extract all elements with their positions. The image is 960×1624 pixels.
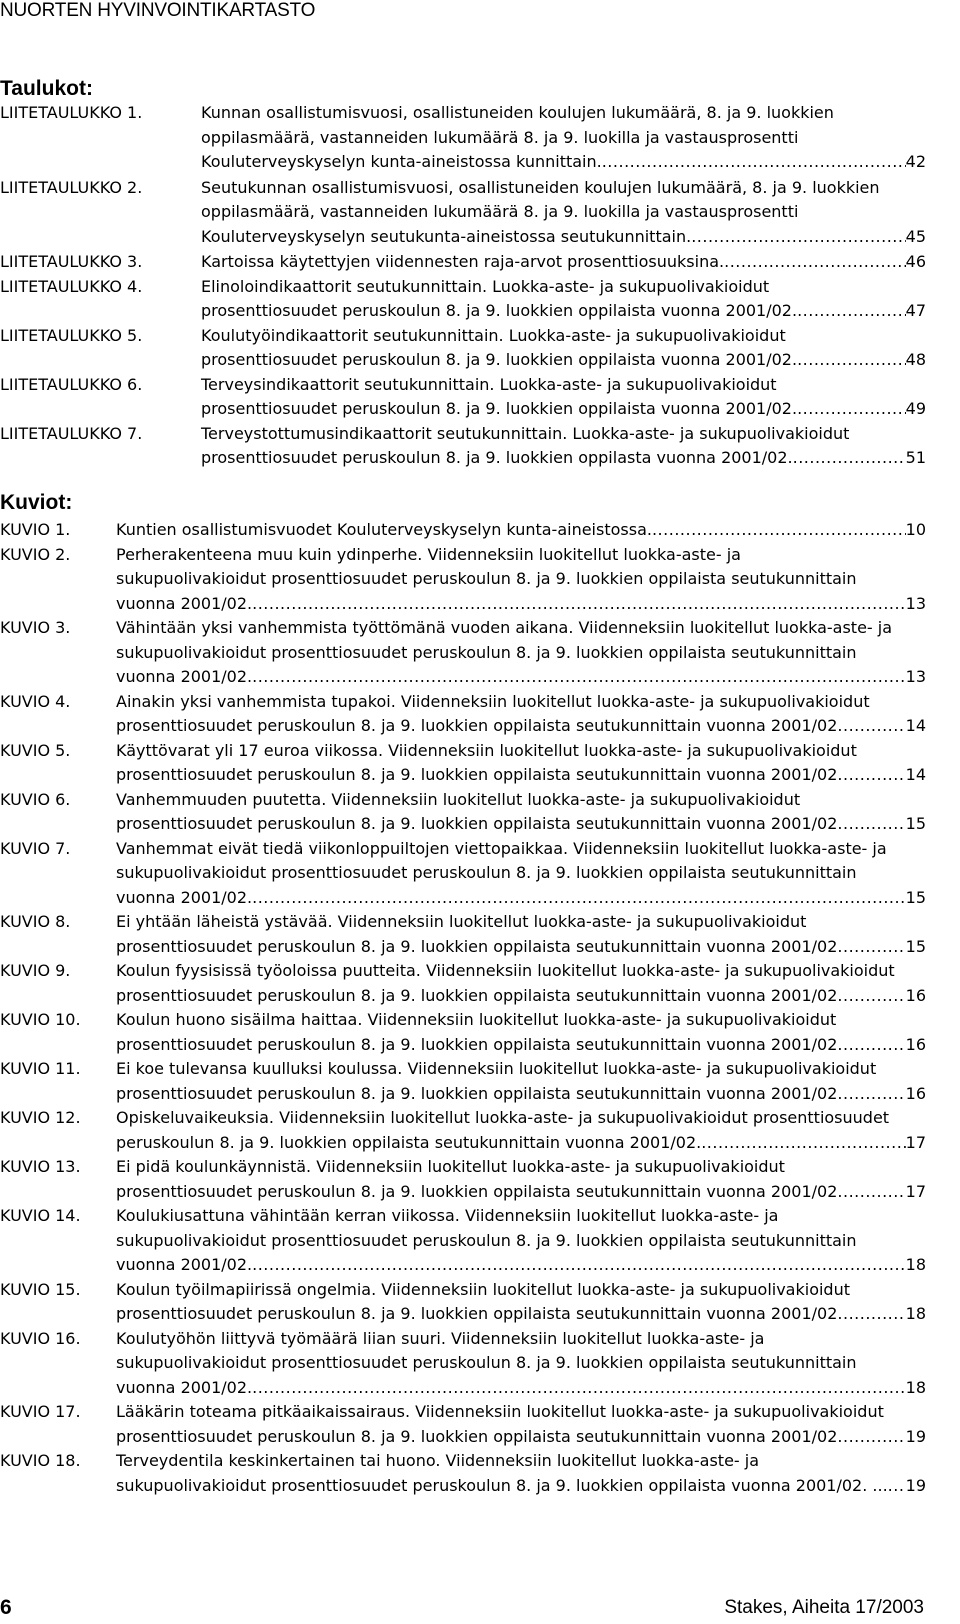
figure-page-number: 18	[905, 1304, 926, 1323]
figure-caption-line: vuonna 2001/02.	[116, 667, 253, 686]
figure-number-label: KUVIO 7.	[0, 838, 71, 858]
figure-page-number: 14	[905, 765, 926, 784]
table-toc-entry[interactable]	[0, 249, 926, 275]
figure-toc-entry[interactable]	[0, 1155, 926, 1204]
table-caption-line: Kartoissa käytettyjen viidennesten raja-arvot prosenttiosuuksina.	[201, 252, 725, 271]
figure-toc-entry[interactable]	[0, 910, 926, 959]
figure-number-label: KUVIO 1.	[0, 520, 71, 539]
figure-caption-last-line	[116, 763, 926, 788]
figures-heading: Kuviot:	[0, 491, 73, 514]
table-caption-last-line	[201, 250, 926, 275]
table-page-number: 42	[905, 152, 926, 171]
figure-caption-line: Vanhemmuuden puutetta. Viidenneksiin luokitellut luokka-aste- ja sukupuolivakioidut	[116, 789, 801, 809]
table-caption-last-line	[201, 225, 926, 250]
tables-list	[0, 101, 926, 471]
table-number-label: LIITETAULUKKO 4.	[0, 276, 143, 296]
figure-page-number: 16	[905, 1034, 926, 1054]
tables-heading: Taulukot:	[0, 77, 93, 100]
figure-toc-entry[interactable]	[0, 1204, 926, 1278]
dot-leader	[837, 763, 905, 788]
figure-number-label: KUVIO 16.	[0, 1328, 81, 1348]
dot-leader	[797, 299, 906, 324]
figure-caption-line: peruskoulun 8. ja 9. luokkien oppilaista seutukunnittain vuonna 2001/02.	[116, 1132, 702, 1152]
table-page-number: 46	[905, 252, 926, 271]
figure-page-number: 18	[905, 1255, 926, 1274]
figure-caption-line: Käyttövarat yli 17 euroa viikossa. Viidenneksiin luokitellut luokka-aste- ja sukupuolivakioidut	[116, 740, 857, 760]
figure-page-number: 17	[905, 1181, 926, 1201]
figure-number-label: KUVIO 14.	[0, 1206, 81, 1225]
figure-number-label: KUVIO 11.	[0, 1059, 81, 1078]
figure-caption-last-line	[116, 665, 926, 690]
figure-number-label: KUVIO 13.	[0, 1157, 81, 1176]
table-number-label: LIITETAULUKKO 6.	[0, 374, 143, 394]
table-toc-entry[interactable]	[0, 422, 926, 471]
figure-toc-entry[interactable]	[0, 788, 926, 837]
figure-caption-line: Terveydentila keskinkertainen tai huono. Viidenneksiin luokitellut luokka-aste- ja	[116, 1451, 760, 1470]
figure-caption-last-line	[116, 984, 926, 1009]
dot-leader	[652, 518, 906, 543]
figure-caption-last-line	[116, 1425, 926, 1450]
dot-leader	[797, 397, 906, 422]
table-caption-line: prosenttiosuudet peruskoulun 8. ja 9. luokkien oppilaista vuonna 2001/02.	[201, 350, 798, 369]
figure-caption-last-line	[116, 1033, 926, 1058]
figure-caption-last-line	[116, 812, 926, 837]
figure-page-number: 15	[905, 814, 926, 833]
table-caption-last-line	[201, 446, 926, 471]
figure-toc-entry[interactable]	[0, 1278, 926, 1327]
table-caption-last-line	[201, 150, 926, 175]
figure-toc-entry[interactable]	[0, 690, 926, 739]
figure-toc-entry[interactable]	[0, 837, 926, 911]
dot-leader	[252, 665, 906, 690]
figure-toc-entry[interactable]	[0, 518, 926, 543]
table-toc-entry[interactable]	[0, 324, 926, 373]
table-page-number: 48	[905, 350, 926, 369]
figure-number-label: KUVIO 12.	[0, 1108, 81, 1127]
table-caption-last-line	[201, 299, 926, 324]
dot-leader	[252, 1253, 906, 1278]
figure-number-label: KUVIO 17.	[0, 1402, 81, 1421]
figure-caption-line: sukupuolivakioidut prosenttiosuudet peruskoulun 8. ja 9. luokkien oppilaista seutukunnittain	[116, 569, 857, 588]
figure-caption-line: sukupuolivakioidut prosenttiosuudet peruskoulun 8. ja 9. luokkien oppilaista seutukunnittain	[116, 642, 857, 662]
figure-page-number: 17	[905, 1132, 926, 1152]
figure-page-number: 10	[905, 520, 926, 539]
table-number-label: LIITETAULUKKO 7.	[0, 423, 143, 443]
dot-leader	[701, 1131, 905, 1156]
figure-toc-entry[interactable]	[0, 959, 926, 1008]
table-number-label: LIITETAULUKKO 5.	[0, 325, 143, 345]
figure-toc-entry[interactable]	[0, 1327, 926, 1401]
figure-caption-line: prosenttiosuudet peruskoulun 8. ja 9. luokkien oppilaista seutukunnittain vuonna 2001/02	[116, 1426, 838, 1446]
table-page-number: 49	[905, 399, 926, 418]
figure-caption-line: Kuntien osallistumisvuodet Kouluterveyskyselyn kunta-aineistossa.	[116, 520, 652, 539]
dot-leader	[837, 714, 905, 739]
figure-toc-entry[interactable]	[0, 1008, 926, 1057]
dot-leader	[888, 1474, 906, 1499]
figure-page-number: 15	[905, 936, 926, 956]
table-caption-line: Terveysindikaattorit seutukunnittain. Luokka-aste- ja sukupuolivakioidut	[201, 374, 777, 394]
figure-number-label: KUVIO 15.	[0, 1279, 81, 1299]
figure-caption-line: vuonna 2001/02.	[116, 1377, 253, 1397]
figure-caption-line: prosenttiosuudet peruskoulun 8. ja 9. luokkien oppilaista seutukunnittain vuonna 2001/02	[116, 1304, 838, 1323]
dot-leader	[252, 1376, 906, 1401]
dot-leader	[793, 446, 906, 471]
figure-number-label: KUVIO 18.	[0, 1451, 81, 1470]
dot-leader	[837, 1082, 905, 1107]
table-caption-line: Seutukunnan osallistumisvuosi, osallistuneiden koulujen lukumäärä, 8. ja 9. luokkien	[201, 177, 880, 197]
figure-caption-line: Perherakenteena muu kuin ydinperhe. Viidenneksiin luokitellut luokka-aste- ja	[116, 544, 741, 564]
figure-caption-last-line	[116, 1082, 926, 1107]
figure-number-label: KUVIO 3.	[0, 618, 71, 637]
table-caption-last-line	[201, 397, 926, 422]
figure-page-number: 14	[905, 716, 926, 735]
figure-page-number: 16	[905, 985, 926, 1005]
dot-leader	[691, 225, 905, 250]
figure-caption-last-line	[116, 1131, 926, 1156]
dot-leader	[837, 1302, 905, 1327]
figure-number-label: KUVIO 4.	[0, 691, 71, 711]
figure-number-label: KUVIO 9.	[0, 961, 71, 980]
table-caption-line: oppilasmäärä, vastanneiden lukumäärä 8. ja 9. luokilla ja vastausprosentti	[201, 202, 799, 221]
figure-caption-last-line	[116, 1474, 926, 1499]
figure-caption-last-line	[116, 1376, 926, 1401]
table-toc-entry[interactable]	[0, 275, 926, 324]
figure-caption-last-line	[116, 1302, 926, 1327]
figure-page-number: 13	[905, 667, 926, 686]
figure-caption-last-line	[116, 1180, 926, 1205]
figure-caption-line: prosenttiosuudet peruskoulun 8. ja 9. luokkien oppilaista seutukunnittain vuonna 2001/02	[116, 716, 838, 735]
figure-number-label: KUVIO 6.	[0, 789, 71, 809]
figure-caption-line: Koulutyöhön liittyvä työmäärä liian suuri. Viidenneksiin luokitellut luokka-aste- ja	[116, 1328, 765, 1348]
figure-caption-line: sukupuolivakioidut prosenttiosuudet peruskoulun 8. ja 9. luokkien oppilaista vuonna 2001/02. ...	[116, 1475, 888, 1495]
dot-leader	[724, 250, 906, 275]
figure-caption-line: Vanhemmat eivät tiedä viikonloppuiltojen viettopaikkaa. Viidenneksiin luokitellut luokka-aste- ja	[116, 838, 887, 858]
running-header: NUORTEN HYVINVOINTIKARTASTO	[0, 0, 316, 21]
table-caption-line: prosenttiosuudet peruskoulun 8. ja 9. luokkien oppilasta vuonna 2001/02.	[201, 448, 793, 467]
table-number-label: LIITETAULUKKO 3.	[0, 252, 143, 271]
table-number-label: LIITETAULUKKO 1.	[0, 103, 143, 122]
figure-caption-line: Vähintään yksi vanhemmista työttömänä vuoden aikana. Viidenneksiin luokitellut luokka-aste- ja	[116, 618, 893, 637]
table-caption-line: Koulutyöindikaattorit seutukunnittain. Luokka-aste- ja sukupuolivakioidut	[201, 325, 786, 345]
figure-number-label: KUVIO 2.	[0, 544, 71, 564]
dot-leader	[837, 1180, 905, 1205]
figure-caption-line: Ainakin yksi vanhemmista tupakoi. Viidenneksiin luokitellut luokka-aste- ja sukupuolivakioidut	[116, 691, 870, 711]
publication-source: Stakes, Aiheita 17/2003	[724, 1597, 924, 1618]
table-page-number: 51	[905, 448, 926, 467]
figure-caption-line: sukupuolivakioidut prosenttiosuudet peruskoulun 8. ja 9. luokkien oppilaista seutukunnittain	[116, 1230, 857, 1250]
figure-number-label: KUVIO 5.	[0, 740, 71, 760]
figure-caption-line: prosenttiosuudet peruskoulun 8. ja 9. luokkien oppilaista seutukunnittain vuonna 2001/02	[116, 765, 838, 784]
page-number: 6	[0, 1596, 12, 1619]
figure-caption-line: prosenttiosuudet peruskoulun 8. ja 9. luokkien oppilaista seutukunnittain vuonna 2001/02	[116, 1034, 838, 1054]
figure-caption-line: prosenttiosuudet peruskoulun 8. ja 9. luokkien oppilaista seutukunnittain vuonna 2001/02	[116, 814, 838, 833]
figure-caption-line: prosenttiosuudet peruskoulun 8. ja 9. luokkien oppilaista seutukunnittain vuonna 2001/02	[116, 985, 838, 1005]
figure-caption-line: prosenttiosuudet peruskoulun 8. ja 9. luokkien oppilaista seutukunnittain vuonna 2001/02	[116, 936, 838, 956]
figure-page-number: 19	[905, 1426, 926, 1446]
figure-toc-entry[interactable]	[0, 616, 926, 690]
figure-number-label: KUVIO 8.	[0, 912, 71, 931]
figure-caption-line: Ei pidä koulunkäynnistä. Viidenneksiin luokitellut luokka-aste- ja sukupuolivakioidut	[116, 1157, 785, 1176]
figure-caption-line: sukupuolivakioidut prosenttiosuudet peruskoulun 8. ja 9. luokkien oppilaista seutukunnittain	[116, 863, 857, 882]
dot-leader	[797, 348, 906, 373]
dot-leader	[837, 984, 905, 1009]
table-toc-entry[interactable]	[0, 175, 926, 250]
table-caption-line: Kunnan osallistumisvuosi, osallistuneiden koulujen lukumäärä, 8. ja 9. luokkien	[201, 103, 834, 122]
figure-caption-line: Opiskeluvaikeuksia. Viidenneksiin luokitellut luokka-aste- ja sukupuolivakioidut prosenttiosuudet	[116, 1108, 890, 1127]
table-caption-line: Kouluterveyskyselyn kunta-aineistossa kunnittain.	[201, 152, 602, 171]
dot-leader	[837, 1425, 905, 1450]
figure-page-number: 18	[905, 1377, 926, 1397]
figure-toc-entry[interactable]	[0, 1106, 926, 1155]
figure-caption-line: Ei koe tulevansa kuulluksi koulussa. Viidenneksiin luokitellut luokka-aste- ja sukupuolivakioidut	[116, 1059, 877, 1078]
figure-number-label: KUVIO 10.	[0, 1010, 81, 1029]
dot-leader	[602, 150, 906, 175]
figure-caption-line: prosenttiosuudet peruskoulun 8. ja 9. luokkien oppilaista seutukunnittain vuonna 2001/02	[116, 1181, 838, 1201]
figure-caption-line: Lääkärin toteama pitkäaikaissairaus. Viidenneksiin luokitellut luokka-aste- ja sukupuolivakioidut	[116, 1402, 884, 1421]
figure-toc-entry[interactable]	[0, 543, 926, 617]
table-caption-last-line	[201, 348, 926, 373]
table-caption-line: Terveystottumusindikaattorit seutukunnittain. Luokka-aste- ja sukupuolivakioidut	[201, 423, 850, 443]
figure-caption-line: prosenttiosuudet peruskoulun 8. ja 9. luokkien oppilaista seutukunnittain vuonna 2001/02	[116, 1083, 838, 1103]
figure-caption-line: vuonna 2001/02.	[116, 887, 253, 907]
figure-page-number: 15	[905, 887, 926, 907]
figure-page-number: 13	[905, 593, 926, 613]
figure-caption-line: Koulukiusattuna vähintään kerran viikossa. Viidenneksiin luokitellut luokka-aste- ja	[116, 1206, 779, 1225]
figure-toc-entry[interactable]	[0, 739, 926, 788]
figure-caption-last-line	[116, 518, 926, 543]
table-page-number: 45	[905, 226, 926, 246]
figure-caption-line: Koulun huono sisäilma haittaa. Viidenneksiin luokitellut luokka-aste- ja sukupuolivakioidut	[116, 1010, 837, 1029]
figure-caption-line: vuonna 2001/02.	[116, 1255, 253, 1274]
figure-caption-last-line	[116, 714, 926, 739]
dot-leader	[252, 592, 906, 617]
table-caption-line: oppilasmäärä, vastanneiden lukumäärä 8. ja 9. luokilla ja vastausprosentti	[201, 127, 799, 147]
figure-toc-entry[interactable]	[0, 1449, 926, 1498]
table-number-label: LIITETAULUKKO 2.	[0, 177, 143, 197]
figure-page-number: 19	[905, 1475, 926, 1495]
table-toc-entry[interactable]	[0, 373, 926, 422]
dot-leader	[837, 812, 905, 837]
figure-caption-line: vuonna 2001/02.	[116, 593, 253, 613]
table-caption-line: Kouluterveyskyselyn seutukunta-aineistossa seutukunnittain.	[201, 226, 692, 246]
dot-leader	[837, 935, 905, 960]
figure-caption-line: Ei yhtään läheistä ystävää. Viidenneksiin luokitellut luokka-aste- ja sukupuolivakioidut	[116, 912, 807, 931]
figures-list	[0, 518, 926, 1498]
dot-leader	[837, 1033, 905, 1058]
figure-toc-entry[interactable]	[0, 1400, 926, 1449]
figure-caption-last-line	[116, 886, 926, 911]
table-caption-line: prosenttiosuudet peruskoulun 8. ja 9. luokkien oppilaista vuonna 2001/02.	[201, 399, 798, 418]
figure-caption-last-line	[116, 592, 926, 617]
figure-toc-entry[interactable]	[0, 1057, 926, 1106]
figure-page-number: 16	[905, 1083, 926, 1103]
dot-leader	[252, 886, 906, 911]
figure-caption-last-line	[116, 1253, 926, 1278]
figure-caption-last-line	[116, 935, 926, 960]
figure-caption-line: Koulun fyysisissä työoloissa puutteita. Viidenneksiin luokitellut luokka-aste- ja sukupuolivakioidut	[116, 961, 895, 980]
table-toc-entry[interactable]	[0, 101, 926, 175]
table-page-number: 47	[905, 301, 926, 320]
figure-caption-line: Koulun työilmapiirissä ongelmia. Viidenneksiin luokitellut luokka-aste- ja sukupuolivakioidut	[116, 1279, 850, 1299]
figure-caption-line: sukupuolivakioidut prosenttiosuudet peruskoulun 8. ja 9. luokkien oppilaista seutukunnittain	[116, 1353, 857, 1372]
table-caption-line: prosenttiosuudet peruskoulun 8. ja 9. luokkien oppilaista vuonna 2001/02.	[201, 301, 798, 320]
table-caption-line: Elinoloindikaattorit seutukunnittain. Luokka-aste- ja sukupuolivakioidut	[201, 276, 770, 296]
